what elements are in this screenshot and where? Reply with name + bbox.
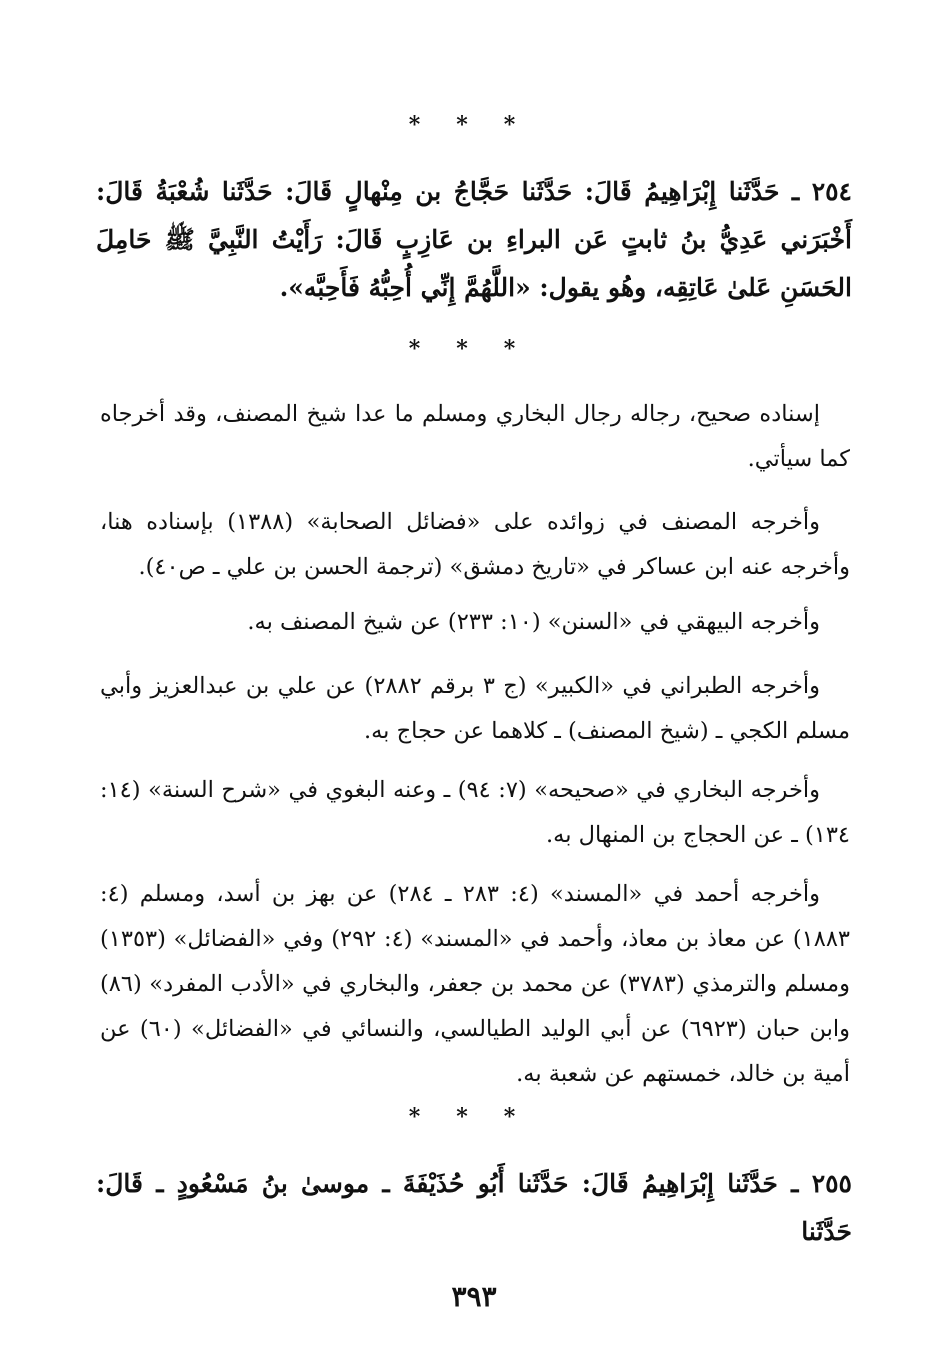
commentary-paragraph-1: إسناده صحيح، رجاله رجال البخاري ومسلم ما عدا شيخ المصنف، وقد أخرجاه كما سيأتي. bbox=[100, 401, 850, 472]
separator-bottom: * * * bbox=[408, 1104, 540, 1130]
page-number: ٣٩٣ bbox=[451, 1280, 497, 1313]
commentary-paragraph-5: وأخرجه البخاري في «صحيحه» (٧: ٩٤) ـ وعنه البغوي في «شرح السنة» (١٤: ١٣٤) ـ عن الحجاج بن المنهال به. bbox=[100, 777, 850, 848]
commentary-paragraph-3: وأخرجه البيهقي في «السنن» (١٠: ٢٣٣) عن شيخ المصنف به. bbox=[247, 609, 820, 635]
separator-middle: * * * bbox=[408, 336, 540, 362]
commentary-paragraph-4: وأخرجه الطبراني في «الكبير» (ج ٣ برقم ٢٨٨٢) عن علي بن عبدالعزيز وأبي مسلم الكجي ـ (شيخ المصنف) ـ كلاهما عن حجاج به. bbox=[100, 673, 850, 744]
separator-top: * * * bbox=[408, 112, 540, 138]
hadith-255: ٢٥٥ ـ حَدَّثَنا إِبْرَاهِيمُ قَالَ: حَدَّثَنا أَبُو حُذَيْفَةَ ـ موسىٰ بنُ مَسْعُودٍ ـ قَالَ: حَدَّثَنا bbox=[96, 1169, 852, 1246]
commentary-paragraph-2: وأخرجه المصنف في زوائده على «فضائل الصحابة» (١٣٨٨) بإسناده هنا، وأخرجه عنه ابن عساكر في «تاريخ دمشق» (ترجمة الحسن بن علي ـ ص٤٠). bbox=[100, 509, 850, 580]
commentary-paragraph-6: وأخرجه أحمد في «المسند» (٤: ٢٨٣ ـ ٢٨٤) عن بهز بن أسد، ومسلم (٤: ١٨٨٣) عن معاذ بن معاذ، وأحمد في «المسند» (٤: ٢٩٢) وفي «الفضائل» (١٣٥٣) ومسلم والترمذي (٣٧٨٣) عن محمد بن جعفر، والبخاري في «الأدب المفرد» (٨٦) وابن حبان (٦٩٢٣) عن أبي الوليد الطيالسي، والنسائي في «الفضائل» (٦٠) عن أمية بن خالد، خمستهم عن شعبة به. bbox=[100, 881, 851, 1087]
hadith-254: ٢٥٤ ـ حَدَّثَنا إِبْرَاهِيمُ قَالَ: حَدَّثَنا حَجَّاجُ بن مِنْهالٍ قَالَ: حَدَّثَنا شُعْبَةُ قَالَ: أَخْبَرَني عَدِيُّ بنُ ثابتٍ عَن البراءِ بن عَازِبٍ قَالَ: رَأَيْتُ النَّبِيَّ ﷺ حَامِلَ الحَسَنِ عَلىٰ عَاتِقِه، وهُو يقول: «اللَّهُمَّ إِنِّي أُحِبُّهُ فَأَحِبَّه». bbox=[96, 177, 852, 302]
